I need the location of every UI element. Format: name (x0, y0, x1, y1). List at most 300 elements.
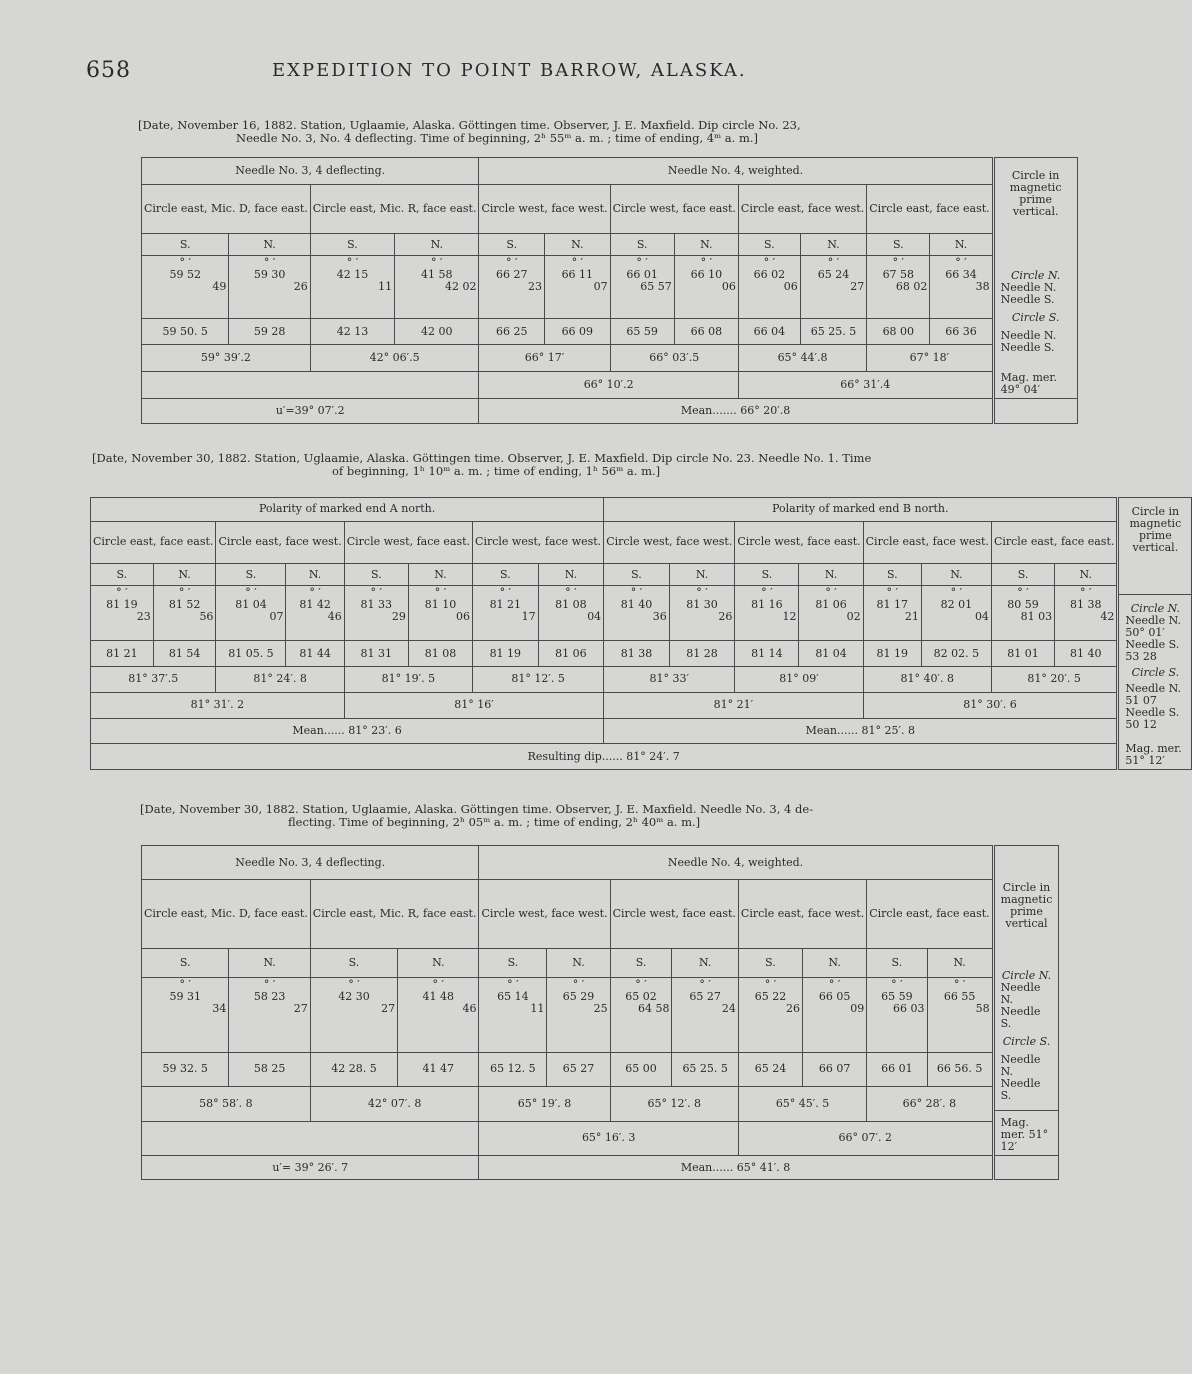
reading-value: 24 (721, 1002, 736, 1016)
column-header: Circle west, face west. (604, 521, 735, 564)
quad-mean: 81° 31′. 2 (91, 692, 345, 718)
degree-minute-marks: ° ′ (828, 978, 841, 992)
reading-value: 11 (378, 280, 393, 294)
caption-obs2 (92, 452, 898, 478)
reading-value: 27 (381, 1002, 396, 1016)
reading-value: 59 31 (169, 990, 201, 1004)
reading-cell (310, 256, 394, 318)
mean-label: Mean...... (805, 723, 858, 737)
reading-value: 04 (974, 609, 989, 623)
reading-value: 65 27 (689, 990, 721, 1004)
reading-value: 66 03 (893, 1002, 925, 1016)
mean-cell: 65 25. 5 (672, 1052, 738, 1086)
south-header: S. (142, 949, 229, 978)
degree-minute-marks: ° ′ (699, 978, 711, 992)
running-head: EXPEDITION TO POINT BARROW, ALASKA. (272, 60, 747, 81)
reading-value: 46 (327, 609, 342, 623)
reading-value: 07 (269, 609, 284, 623)
north-header: N. (547, 949, 610, 978)
north-header: N. (229, 233, 310, 255)
reading-cell (803, 978, 867, 1053)
reading-value: 65 57 (640, 280, 672, 294)
dip-table-obs3 (141, 845, 1059, 1180)
group-header-b-north: Polarity of marked end B north. (604, 498, 1118, 522)
mean-cell: 65 59 (610, 318, 674, 345)
reading-value: 59 30 (253, 268, 286, 282)
prime-vertical-header: Circle in magnetic prime vertical (1000, 881, 1053, 930)
reading-value: 82 01 (940, 597, 973, 611)
reading-value: 26 (786, 1002, 801, 1016)
reading-value: 65 14 (497, 990, 529, 1004)
caption-obs3 (140, 803, 860, 829)
reading-value: 12 (782, 609, 797, 623)
pair-mean: 59° 39′.2 (142, 345, 311, 372)
page-number: 658 (86, 58, 131, 83)
column-header: Circle west, face west. (479, 184, 610, 233)
reading-value: 29 (391, 609, 406, 623)
north-header: N. (408, 564, 472, 585)
north-header: N. (286, 564, 344, 585)
degree-minute-marks: ° ′ (892, 256, 905, 270)
reading-cell (738, 978, 802, 1053)
degree-minute-marks: ° ′ (565, 585, 577, 599)
reading-value: 81 17 (876, 597, 909, 611)
reading-cell (610, 978, 672, 1053)
degree-minute-marks: ° ′ (263, 256, 276, 270)
quad-mean: 81° 30′. 6 (863, 692, 1118, 718)
reading-cell (479, 256, 545, 318)
degree-minute-marks: ° ′ (696, 585, 708, 599)
group-header-weighted: Needle No. 4, weighted. (479, 158, 993, 185)
needle-n-label: Needle N. (1125, 682, 1182, 695)
group-header-a-north: Polarity of marked end A north. (91, 498, 604, 522)
column-header: Circle east, Mic. D, face east. (142, 880, 311, 949)
reading-value: 26 (718, 609, 733, 623)
south-header: S. (142, 233, 229, 255)
mean-cell: 81 28 (669, 641, 735, 667)
mean-cell: 66 09 (545, 318, 611, 345)
mean-label: Mean...... (680, 1160, 734, 1174)
reading-value: 81 16 (751, 597, 783, 611)
circle-n-label: Circle N. (1010, 269, 1061, 282)
degree-minute-marks: ° ′ (827, 256, 840, 270)
reading-value: 25 (593, 1002, 608, 1016)
degree-minute-marks: ° ′ (955, 256, 967, 270)
caption-line: [Date, November 16, 1882. Station, Uglaamie, Alaska. Göttingen time. Observer, J. E. Maxfield. Dip circle No. 23, (138, 118, 801, 132)
mean-row (479, 399, 993, 424)
reading-cell (142, 256, 229, 318)
reading-value: 21 (904, 609, 919, 623)
reading-value: 23 (528, 280, 543, 294)
reading-value: 59 52 (169, 268, 201, 282)
column-header: Circle east, face west. (738, 880, 866, 949)
mag-mer-row (1001, 1117, 1053, 1153)
caption-line: [Date, November 30, 1882. Station, Uglaamie, Alaska. Göttingen time. Observer, J. E. Maxfield. Dip circle No. 23. Needle No. 1. Time (92, 451, 872, 465)
column-header: Circle east, Mic. D, face east. (142, 184, 311, 233)
mean-cell: 41 47 (398, 1052, 479, 1086)
mean-cell: 81 04 (799, 641, 863, 667)
mean-cell: 66 04 (738, 318, 800, 345)
reading-cell (153, 585, 216, 641)
half-mean: 65° 16′. 3 (479, 1121, 738, 1155)
column-header: Circle west, face east. (735, 521, 863, 564)
column-header: Circle east, face west. (863, 521, 991, 564)
circle-n-label: Circle N. (1001, 969, 1052, 982)
needle-n-label: Needle N. (1000, 281, 1057, 294)
column-header: Circle east, face east. (991, 521, 1117, 564)
reading-value: 09 (850, 1002, 865, 1016)
reading-value: 04 (587, 609, 602, 623)
mag-mer-label: Mag. mer. (1125, 742, 1182, 755)
degree-minute-marks: ° ′ (700, 256, 713, 270)
degree-minute-marks: ° ′ (245, 585, 257, 599)
reading-value: 81 52 (168, 597, 201, 611)
reading-cell (91, 585, 154, 641)
half-mean: 66° 07′. 2 (738, 1121, 993, 1155)
column-header: Circle east, Mic. R, face east. (310, 880, 479, 949)
reading-value: 07 (593, 280, 608, 294)
degree-minute-marks: ° ′ (571, 256, 584, 270)
degree-minute-marks: ° ′ (179, 978, 191, 992)
mean-cell: 59 50. 5 (142, 318, 229, 345)
mean-cell: 66 36 (930, 318, 993, 345)
pair-mean: 81° 33′ (604, 667, 735, 693)
north-header: N. (545, 233, 611, 255)
mean-value: 65° 41′. 8 (736, 1160, 791, 1174)
mag-mer-value: 49° 04′ (1000, 383, 1041, 396)
pair-mean: 81° 20′. 5 (991, 667, 1117, 693)
reading-value: 58 23 (253, 990, 286, 1004)
prime-vertical-panel (993, 158, 1077, 399)
degree-minute-marks: ° ′ (764, 978, 777, 992)
mean-cell: 66 07 (803, 1052, 867, 1086)
reading-cell (310, 978, 397, 1053)
degree-minute-marks: ° ′ (507, 978, 519, 992)
north-header: N. (799, 564, 863, 585)
mean-cell: 65 00 (610, 1052, 672, 1086)
north-header: N. (672, 949, 738, 978)
column-header: Circle east, face west. (216, 521, 344, 564)
reading-value: 81 04 (235, 597, 267, 611)
reading-cell (344, 585, 408, 641)
degree-minute-marks: ° ′ (432, 978, 445, 992)
blank-cell (993, 399, 1077, 424)
reading-cell (216, 585, 286, 641)
prime-vertical-header: Circle in magnetic prime vertical. (1009, 169, 1062, 218)
mean-cell: 65 25. 5 (800, 318, 866, 345)
mean-cell: 81 21 (91, 641, 154, 667)
reading-value: 66 05 (818, 990, 851, 1004)
caption-line: of beginning, 1ʰ 10ᵐ a. m. ; time of ending, 1ʰ 56ᵐ a. m.] (332, 464, 661, 478)
degree-minute-marks: ° ′ (1080, 585, 1092, 599)
reading-cell (286, 585, 344, 641)
pair-mean: 65° 45′. 5 (738, 1087, 866, 1121)
mean-cell: 82 02. 5 (921, 641, 991, 667)
reading-value: 81 10 (424, 597, 457, 611)
needle-n-label: Needle N. (1000, 1053, 1041, 1078)
mean-cell: 68 00 (867, 318, 930, 345)
caption-line: Needle No. 3, No. 4 deflecting. Time of beginning, 2ʰ 55ᵐ a. m. ; time of ending, 4ᵐ a. m.] (236, 131, 759, 145)
needle-s-label: Needle S. (1000, 341, 1055, 354)
reading-value: 81 19 (106, 597, 138, 611)
pair-mean: 42° 07′. 8 (310, 1087, 479, 1121)
mean-cell: 81 38 (604, 641, 670, 667)
needle-s-label: Needle S. (1125, 706, 1180, 719)
north-header: N. (153, 564, 216, 585)
reading-value: 81 06 (815, 597, 847, 611)
prime-vertical-panel (993, 846, 1059, 1156)
needle-s-value: 50 12 (1125, 718, 1157, 731)
mean-label: Mean....... (680, 404, 737, 417)
reading-value: 06 (721, 280, 736, 294)
resulting-dip-value: 81° 24′. 7 (626, 749, 680, 763)
needle-n-label: Needle N. (1000, 981, 1041, 1006)
north-header: N. (800, 233, 866, 255)
pair-mean: 81° 12′. 5 (473, 667, 604, 693)
south-header: S. (479, 949, 547, 978)
south-header: S. (479, 233, 545, 255)
mean-cell: 66 08 (674, 318, 738, 345)
reading-cell (921, 585, 991, 641)
reading-value: 81 21 (489, 597, 522, 611)
mean-value: 81° 25′. 8 (861, 723, 915, 737)
north-header: N. (395, 233, 479, 255)
needle-s-label: Needle S. (1000, 1005, 1041, 1030)
mean-row (479, 1156, 993, 1180)
blank-cell (142, 1121, 479, 1155)
south-header: S. (863, 564, 921, 585)
column-header: Circle west, face east. (610, 880, 738, 949)
mean-cell: 81 31 (344, 641, 408, 667)
reading-value: 36 (652, 609, 667, 623)
circle-s-label: Circle S. (1002, 1035, 1051, 1048)
group-header-weighted: Needle No. 4, weighted. (479, 846, 993, 880)
needle-n-value: 50° 01′ (1125, 626, 1165, 639)
reading-cell (735, 585, 799, 641)
reading-value: 34 (212, 1002, 227, 1016)
south-header: S. (991, 564, 1054, 585)
mean-cell: 59 32. 5 (142, 1052, 229, 1086)
mag-mer-row (1125, 743, 1185, 767)
degree-minute-marks: ° ′ (763, 256, 776, 270)
needle-n-row (1125, 615, 1185, 639)
reading-value: 56 (199, 609, 214, 623)
needle-n-label: Needle N. (1125, 614, 1182, 627)
mean-cell: 81 01 (991, 641, 1054, 667)
resulting-dip-row (91, 744, 1118, 770)
pair-mean: 81° 37′.5 (91, 667, 216, 693)
reading-value: 66 01 (626, 268, 658, 282)
u-value: u′=39° 07′.2 (142, 399, 479, 424)
resulting-dip-label: Resulting dip...... (527, 749, 623, 763)
reading-cell (669, 585, 735, 641)
reading-value: 65 29 (562, 990, 595, 1004)
south-header: S. (610, 233, 674, 255)
column-header: Circle east, face west. (738, 184, 866, 233)
reading-cell (229, 256, 310, 318)
degree-minute-marks: ° ′ (630, 585, 643, 599)
degree-minute-marks: ° ′ (346, 256, 359, 270)
circle-s-label: Circle S. (1011, 311, 1060, 324)
circle-n-label: Circle N. (1130, 602, 1181, 615)
mean-label: Mean...... (292, 723, 345, 737)
reading-cell (800, 256, 866, 318)
mag-mer-row (1001, 372, 1071, 396)
needle-n-value: 51 07 (1125, 694, 1157, 707)
pair-mean: 81° 09′ (735, 667, 863, 693)
needle-n-row (1125, 683, 1185, 707)
mean-cell: 81 05. 5 (216, 641, 286, 667)
reading-cell (547, 978, 610, 1053)
reading-value: 58 (975, 1002, 990, 1016)
degree-minute-marks: ° ′ (431, 256, 443, 270)
degree-minute-marks: ° ′ (499, 585, 512, 599)
mean-cell: 58 25 (229, 1052, 310, 1086)
pair-mean: 42° 06′.5 (310, 345, 479, 372)
reading-cell (398, 978, 479, 1053)
south-header: S. (91, 564, 154, 585)
reading-value: 81 38 (1070, 597, 1102, 611)
needle-s-row (1125, 639, 1185, 663)
degree-minute-marks: ° ′ (891, 978, 903, 992)
reading-cell (395, 256, 479, 318)
reading-cell (479, 978, 547, 1053)
south-header: S. (867, 233, 930, 255)
reading-cell (799, 585, 863, 641)
north-header: N. (927, 949, 993, 978)
reading-value: 81 08 (555, 597, 587, 611)
south-header: S. (604, 564, 670, 585)
mag-mer-value: 51° 12′ (1125, 754, 1165, 767)
blank-cell (142, 372, 479, 399)
north-header: N. (1055, 564, 1118, 585)
pair-mean: 81° 24′. 8 (216, 667, 344, 693)
mean-row-b (604, 718, 1118, 744)
caption-line: flecting. Time of beginning, 2ʰ 05ᵐ a. m. ; time of ending, 2ʰ 40ᵐ a. m.] (288, 815, 701, 829)
mag-mer-value: 51° 12′ (1000, 1128, 1049, 1153)
reading-cell (538, 585, 604, 641)
degree-minute-marks: ° ′ (886, 585, 899, 599)
degree-minute-marks: ° ′ (635, 978, 647, 992)
reading-value: 27 (850, 280, 865, 294)
reading-value: 66 02 (753, 268, 786, 282)
degree-minute-marks: ° ′ (348, 978, 360, 992)
reading-value: 23 (136, 609, 151, 623)
half-mean: 66° 31′.4 (738, 372, 993, 399)
south-header: S. (735, 564, 799, 585)
prime-vertical-panel (1118, 498, 1192, 770)
south-header: S. (610, 949, 672, 978)
reading-cell (545, 256, 611, 318)
reading-value: 02 (846, 609, 861, 623)
pair-mean: 65° 12′. 8 (610, 1087, 738, 1121)
quad-mean: 81° 21′ (604, 692, 863, 718)
mean-cell: 81 44 (286, 641, 344, 667)
group-header-deflecting: Needle No. 3, 4 deflecting. (142, 846, 479, 880)
pair-mean: 58° 58′. 8 (142, 1087, 311, 1121)
reading-value: 27 (293, 1002, 308, 1016)
quad-mean: 81° 16′ (344, 692, 603, 718)
mean-cell: 66 25 (479, 318, 545, 345)
degree-minute-marks: ° ′ (825, 585, 837, 599)
reading-cell (991, 585, 1054, 641)
reading-value: 42 30 (338, 990, 370, 1004)
reading-value: 81 30 (686, 597, 718, 611)
north-header: N. (674, 233, 738, 255)
mean-cell: 66 01 (867, 1052, 927, 1086)
mean-cell: 81 40 (1055, 641, 1118, 667)
south-header: S. (473, 564, 539, 585)
south-header: S. (344, 564, 408, 585)
mean-cell: 42 13 (310, 318, 394, 345)
south-header: S. (738, 949, 802, 978)
reading-value: 42 (1100, 609, 1115, 623)
north-header: N. (538, 564, 604, 585)
caption-obs1 (138, 119, 858, 145)
mag-mer-label: Mag. mer. (1000, 371, 1057, 384)
reading-cell (927, 978, 993, 1053)
prime-vertical-header: Circle in magnetic prime vertical. (1129, 505, 1182, 554)
reading-value: 42 15 (336, 268, 369, 282)
mean-cell: 65 12. 5 (479, 1052, 547, 1086)
north-header: N. (803, 949, 867, 978)
circle-s-label: Circle S. (1131, 666, 1180, 679)
pair-mean: 66° 17′ (479, 345, 610, 372)
reading-cell (1055, 585, 1118, 641)
degree-minute-marks: ° ′ (761, 585, 773, 599)
mean-cell: 42 00 (395, 318, 479, 345)
mean-cell: 81 19 (863, 641, 921, 667)
reading-value: 66 10 (690, 268, 723, 282)
mean-cell: 59 28 (229, 318, 310, 345)
pair-mean: 65° 19′. 8 (479, 1087, 610, 1121)
pair-mean: 81° 19′. 5 (344, 667, 472, 693)
mean-cell: 65 24 (738, 1052, 802, 1086)
north-header: N. (921, 564, 991, 585)
reading-value: 65 59 (881, 990, 913, 1004)
needle-s-label: Needle S. (1125, 638, 1180, 651)
pair-mean: 66° 03′.5 (610, 345, 738, 372)
mean-value: 81° 23′. 6 (348, 723, 402, 737)
reading-value: 38 (975, 280, 990, 294)
reading-value: 68 02 (895, 280, 928, 294)
reading-value: 41 58 (421, 268, 453, 282)
u-value: u′= 39° 26′. 7 (142, 1156, 479, 1180)
reading-value: 06 (456, 609, 471, 623)
reading-cell (672, 978, 738, 1053)
degree-minute-marks: ° ′ (263, 978, 276, 992)
north-header: N. (229, 949, 310, 978)
reading-value: 41 48 (422, 990, 455, 1004)
degree-minute-marks: ° ′ (116, 585, 128, 599)
reading-cell (674, 256, 738, 318)
mean-value: 66° 20′.8 (740, 404, 791, 417)
degree-minute-marks: ° ′ (505, 256, 518, 270)
south-header: S. (867, 949, 927, 978)
needle-s-label: Needle S. (1000, 1077, 1041, 1102)
reading-cell (930, 256, 993, 318)
reading-value: 11 (530, 1002, 545, 1016)
reading-value: 66 11 (561, 268, 594, 282)
pair-mean: 66° 28′. 8 (867, 1087, 993, 1121)
reading-value: 66 55 (943, 990, 976, 1004)
degree-minute-marks: ° ′ (309, 585, 321, 599)
reading-value: 64 58 (637, 1002, 670, 1016)
degree-minute-marks: ° ′ (179, 256, 191, 270)
north-header: N. (669, 564, 735, 585)
reading-cell (142, 978, 229, 1053)
degree-minute-marks: ° ′ (370, 585, 383, 599)
